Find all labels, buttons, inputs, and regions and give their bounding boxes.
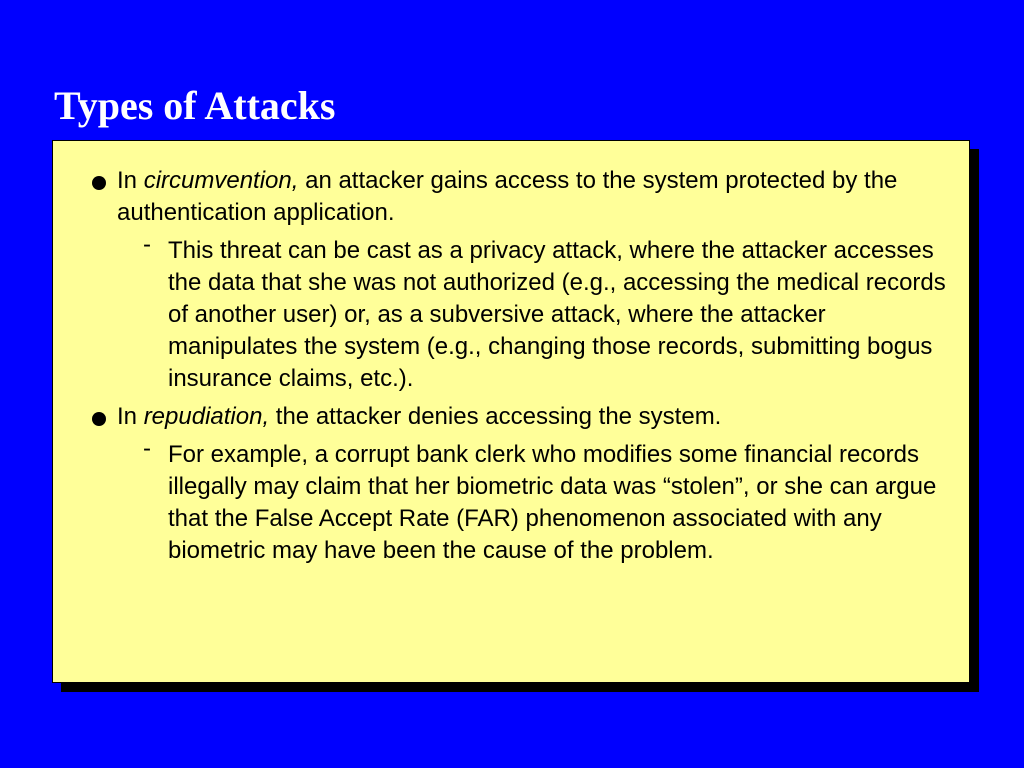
slide-title: Types of Attacks	[54, 83, 336, 128]
sub-bullet-repudiation	[53, 435, 969, 567]
bullet-dot-icon	[92, 412, 106, 426]
bullet-prefix: In	[117, 403, 144, 430]
bullet-repudiation	[53, 401, 969, 433]
content-box	[52, 140, 970, 683]
sub-bullet-text: This threat can be cast as a privacy attack, where the attacker accesses the data that she was not authorized (e.g., accessing the medical records of another user) or, as a subversive attack, where the attacker manipulates the system (e.g., changing those records, submitting bogus insurance claims, etc.).	[168, 237, 946, 392]
bullet-term: circumvention,	[143, 167, 299, 194]
bullet-list	[53, 165, 969, 567]
dash-icon: -	[143, 435, 151, 462]
sub-bullet-circumvention	[53, 231, 969, 395]
bullet-text: an attacker gains access to the system protected by the authentication application.	[117, 167, 898, 226]
sub-bullet-text: For example, a corrupt bank clerk who modifies some financial records illegally may claim that her biometric data was “stolen”, or she can argue that the False Accept Rate (FAR) phenomenon associated with any biometric may have been the cause of the problem.	[168, 441, 937, 564]
bullet-text: the attacker denies accessing the system.	[269, 403, 722, 430]
bullet-prefix: In	[117, 167, 144, 194]
bullet-dot-icon	[92, 176, 106, 190]
bullet-circumvention	[53, 165, 969, 229]
bullet-term: repudiation,	[143, 403, 270, 430]
dash-icon: -	[143, 231, 151, 258]
